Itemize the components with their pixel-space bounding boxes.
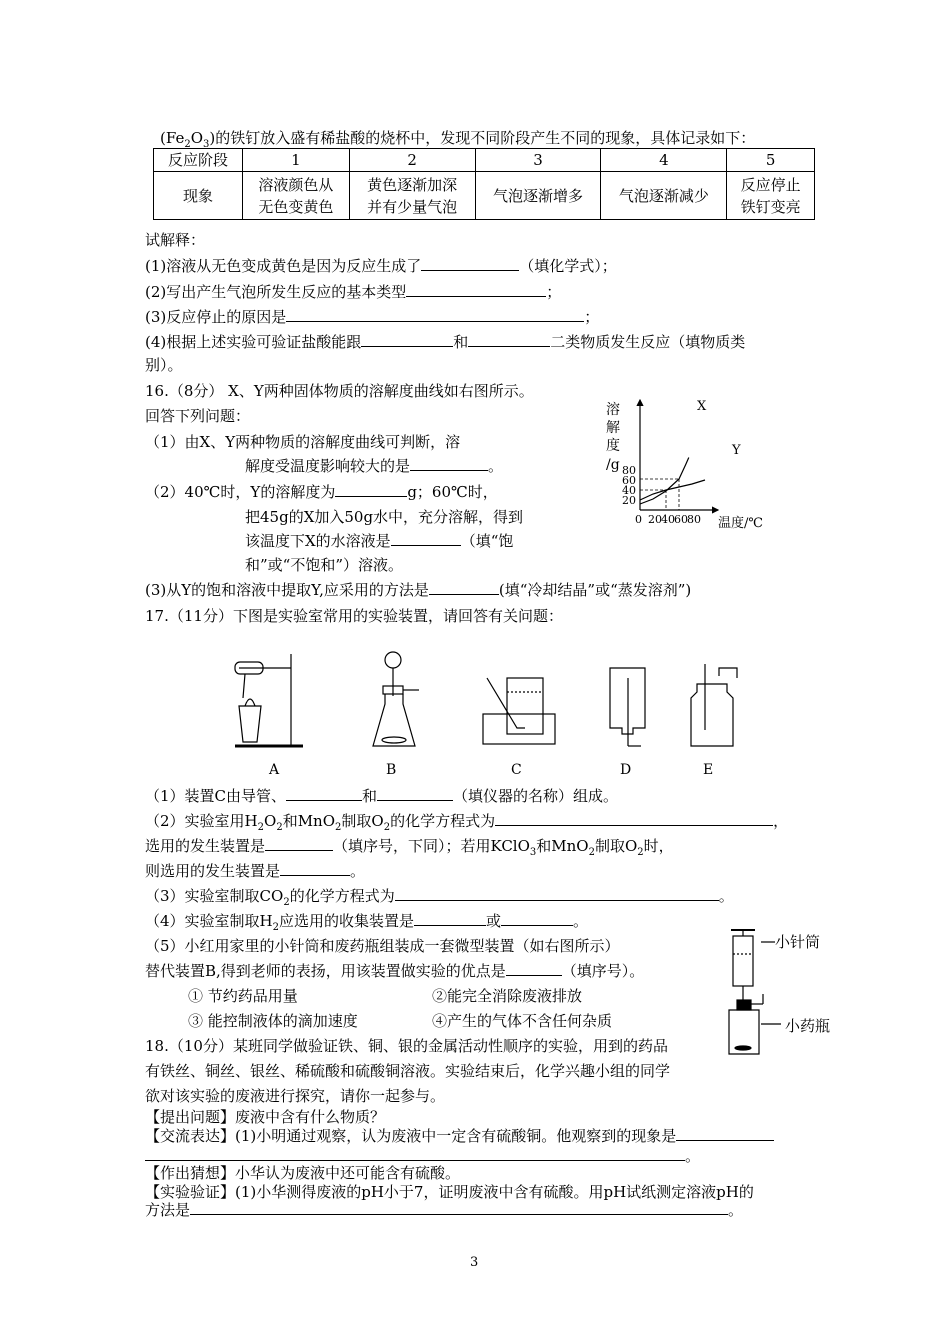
syringe-icon <box>731 930 775 1004</box>
curve-y-label: Y <box>732 443 741 458</box>
curve-y <box>640 480 705 500</box>
q18-line6: 。 <box>145 1146 700 1166</box>
y-tick-label: 20 <box>622 494 636 507</box>
label-b: B <box>386 762 397 778</box>
q18-line7: 【作出猜想】小华认为废液中还可能含有硫酸。 <box>145 1164 461 1182</box>
apparatus-d-icon <box>610 668 645 746</box>
q18-line1: 18.（10分）某班同学做验证铁、铜、银的金属活动性顺序的实验，用到的药品 <box>145 1037 668 1055</box>
q17-option-3: ③ 能控制液体的滴加速度 <box>188 1012 358 1030</box>
y-tick-label: 80 <box>622 464 636 477</box>
q16-part2: （2）40℃时，Y的溶解度为 g；60℃时， <box>145 483 498 501</box>
label-d: D <box>620 762 632 778</box>
q17-option-1: ① 节约药品用量 <box>188 987 298 1005</box>
q17-part3: （3）实验室制取$CO_2$的化学方程式为 。 <box>145 887 734 908</box>
y-label-char: /g <box>606 457 620 473</box>
table-cell: 3 <box>475 149 601 172</box>
table-cell: 反应停止 铁钉变亮 <box>727 172 815 220</box>
q16-part1-cont: 解度受温度影响较大的是 。 <box>245 457 504 475</box>
q17-part5: （5）小红用家里的小针筒和废药瓶组装成一套微型装置（如右图所示） <box>145 937 620 955</box>
q17-part4: （4）实验室制取$H_2$应选用的收集装置是 或 。 <box>145 912 589 933</box>
q15-part1: (1)溶液从无色变成黄色是因为反应生成了 （填化学式）； <box>145 257 617 275</box>
y-tick-label: 40 <box>622 484 636 497</box>
q15-intro: 试解释： <box>145 231 206 249</box>
curve-x-label: X <box>697 399 707 414</box>
q15-part4: (4)根据上述实验可验证盐酸能跟 和 二类物质发生反应（填物质类 <box>145 333 746 351</box>
q17-part2: （2）实验室用$H_2O_2$和MnO$_2$制取$O_2$的化学方程式为 ， <box>145 812 789 833</box>
table-cell: 气泡逐渐减少 <box>601 172 727 220</box>
table-cell: 溶液颜色从 无色变黄色 <box>243 172 350 220</box>
y-label-char: 溶 <box>606 402 620 418</box>
q16-part2-line2: 把45g的X加入50g水中，充分溶解，得到 <box>245 508 524 526</box>
q17-option-4: ④产生的气体不含任何杂质 <box>432 1012 613 1030</box>
page-number: 3 <box>470 1255 479 1270</box>
table-header-row <box>154 149 815 172</box>
q18-line5: 【交流表达】(1)小明通过观察，认为废液中一定含有硫酸铜。他观察到的现象是 <box>145 1126 774 1146</box>
q18-line9: 方法是 。 <box>145 1201 744 1219</box>
record-table <box>153 148 815 220</box>
apparatus-e-icon <box>691 664 737 746</box>
q16-part2-line4: 和”或“不饱和”）溶液。 <box>245 556 404 574</box>
bottle-icon <box>729 994 781 1054</box>
label-a: A <box>269 762 280 778</box>
table-cell: 现象 <box>154 172 243 220</box>
solubility-graph <box>600 392 782 532</box>
q17-part1: （1）装置C由导管、 和 （填仪器的名称）组成。 <box>145 787 619 805</box>
x-tick-label: 40 <box>661 513 675 526</box>
q16-ask: 回答下列问题： <box>145 407 251 425</box>
q16-part2-line3: 该温度下X的水溶液是 （填“饱 <box>245 532 514 550</box>
table-cell: 2 <box>349 149 475 172</box>
y-tick-label: 60 <box>622 474 636 487</box>
q17-part5-line2: 替代装置B,得到老师的表扬，用该装置做实验的优点是 （填序号）。 <box>145 962 645 980</box>
q16-title: 16.（8分） X、Y两种固体物质的溶解度曲线如右图所示。 <box>145 382 534 400</box>
bottle-label: 小药瓶 <box>785 1017 831 1035</box>
x-tick-label: 60 <box>674 513 688 526</box>
table-cell: 黄色逐渐加深 并有少量气泡 <box>349 172 475 220</box>
apparatus-b-icon <box>373 652 419 746</box>
x-tick-label: 20 <box>648 513 662 526</box>
label-e: E <box>703 762 714 778</box>
q16-part3: (3)从Y的饱和溶液中提取Y,应采用的方法是 (填“冷却结晶”或“蒸发溶剂”) <box>145 581 692 599</box>
q16-part1: （1）由X、Y两种物质的溶解度曲线可判断，溶 <box>145 433 461 451</box>
q18-line2: 有铁丝、铜丝、银丝、稀硫酸和硫酸铜溶液。实验结束后，化学兴趣小组的同学 <box>145 1062 671 1080</box>
table-row <box>154 172 815 220</box>
q17-title: 17.（11分）下图是实验室常用的实验装置，请回答有关问题： <box>145 607 563 625</box>
intro-line: $(Fe_2O_3)$的铁钉放入盛有稀盐酸的烧杯中，发现不同阶段产生不同的现象，具体记录如下： <box>160 129 756 150</box>
table-cell: 1 <box>243 149 350 172</box>
apparatus-figure <box>225 648 745 753</box>
q18-line3: 欲对该实验的废液进行探究，请你一起参与。 <box>145 1087 446 1105</box>
q17-part2-line3: 则选用的发生装置是 。 <box>145 862 366 880</box>
q15-part4-cont: 别）。 <box>145 356 183 374</box>
q18-line4: 【提出问题】废液中含有什么物质？ <box>145 1108 386 1126</box>
table-cell: 4 <box>601 149 727 172</box>
syringe-label: 小针筒 <box>775 933 821 951</box>
table-cell: 气泡逐渐增多 <box>475 172 601 220</box>
q17-part2-line2: 选用的发生装置是 （填序号，下同）；若用KClO$_3$和MnO$_2$制取$O_2$时， <box>145 837 674 858</box>
q15-part2: (2)写出产生气泡所发生反应的基本类型 ； <box>145 283 562 301</box>
q17-option-2: ②能完全消除废液排放 <box>432 987 583 1005</box>
table-cell: 反应阶段 <box>154 149 243 172</box>
q18-line8: 【实验验证】(1)小华测得废液的pH小于7，证明废液中含有硫酸。用pH试纸测定溶液pH的 <box>145 1183 754 1201</box>
y-label-char: 解 <box>606 420 620 436</box>
table-cell: 5 <box>727 149 815 172</box>
q15-part3: (3)反应停止的原因是 ； <box>145 308 600 326</box>
x-tick-label: 80 <box>687 513 701 526</box>
x-tick-label: 0 <box>635 513 642 526</box>
apparatus-c-icon <box>483 678 555 744</box>
label-c: C <box>511 762 522 778</box>
y-label-char: 度 <box>606 438 620 454</box>
x-axis-label: 温度/℃ <box>718 516 763 531</box>
apparatus-a-icon <box>235 654 303 746</box>
